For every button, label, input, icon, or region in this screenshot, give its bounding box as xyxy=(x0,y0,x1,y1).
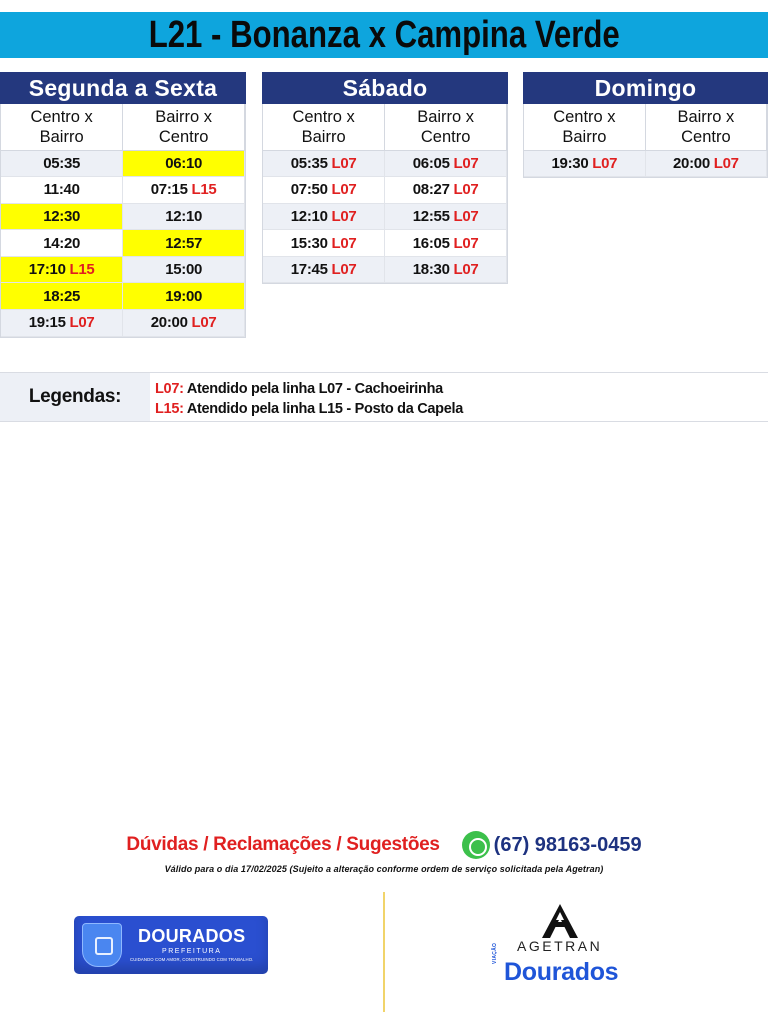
agetran-title: AGETRAN xyxy=(517,938,603,954)
column-header: Bairro x Centro xyxy=(645,104,766,150)
departure-time-cell xyxy=(1,256,123,283)
departure-time: 16:05 xyxy=(412,234,450,252)
line-tag: L07 xyxy=(713,154,739,172)
schedule-table xyxy=(263,104,507,283)
logo-title: DOURADOS xyxy=(138,926,246,947)
departure-time-cell xyxy=(263,203,385,230)
departure-time-cell xyxy=(1,230,123,257)
departure-time: 19:30 xyxy=(551,154,589,172)
legend-items xyxy=(150,373,463,421)
table-row xyxy=(1,203,245,230)
departure-time-cell xyxy=(123,150,245,177)
departure-time-cell xyxy=(263,177,385,204)
table-row xyxy=(1,256,245,283)
line-tag: L07 xyxy=(331,181,357,199)
table-row xyxy=(263,150,507,177)
departure-time: 19:00 xyxy=(165,287,203,305)
schedule-sunday xyxy=(523,72,768,178)
departure-time: 18:30 xyxy=(412,261,450,279)
departure-time: 17:45 xyxy=(290,261,328,279)
departure-time-cell xyxy=(123,283,245,310)
agetran-icon xyxy=(538,902,582,940)
line-tag: L07 xyxy=(331,207,357,225)
legend-code: L07: xyxy=(155,381,184,397)
table-row xyxy=(263,177,507,204)
line-tag: L07 xyxy=(191,314,217,332)
departure-time-cell xyxy=(263,256,385,283)
viacao-label: VIAÇÃO xyxy=(492,942,498,964)
departure-time-cell xyxy=(1,310,123,337)
line-tag: L07 xyxy=(331,261,357,279)
departure-time: 19:15 xyxy=(28,314,66,332)
departure-time-cell xyxy=(385,177,507,204)
dourados-brand: Dourados xyxy=(504,958,619,986)
departure-time-cell xyxy=(1,203,123,230)
departure-time-cell xyxy=(1,177,123,204)
line-tag: L07 xyxy=(453,234,479,252)
departure-time-cell xyxy=(263,230,385,257)
legend-label: Legendas: xyxy=(0,373,150,421)
legend-code: L15: xyxy=(155,401,184,417)
logo-subtitle: PREFEITURA xyxy=(162,948,222,956)
legend xyxy=(0,372,768,422)
legend-text: Atendido pela linha L15 - Posto da Capela xyxy=(186,401,463,417)
departure-time-cell xyxy=(123,310,245,337)
departure-time: 17:10 xyxy=(28,261,66,279)
departure-time: 05:35 xyxy=(43,154,81,172)
line-tag: L07 xyxy=(453,181,479,199)
column-header: Centro x Bairro xyxy=(1,104,123,150)
column-header: Centro x Bairro xyxy=(263,104,385,150)
departure-time: 20:00 xyxy=(150,314,188,332)
line-tag: L07 xyxy=(69,314,95,332)
departure-time: 20:00 xyxy=(673,154,710,172)
schedule-saturday xyxy=(262,72,508,284)
departure-time: 12:30 xyxy=(43,207,81,225)
departure-time-cell xyxy=(385,230,507,257)
schedule-day-header: Sábado xyxy=(262,72,508,104)
departure-time-cell xyxy=(385,150,507,177)
table-row xyxy=(1,150,245,177)
line-tag: L15 xyxy=(69,261,95,279)
departure-time: 07:15 xyxy=(150,181,188,199)
line-tag: L07 xyxy=(453,261,479,279)
line-tag: L07 xyxy=(592,154,618,172)
departure-time: 18:25 xyxy=(43,287,81,305)
departure-time: 06:05 xyxy=(412,154,450,172)
departure-time: 12:10 xyxy=(290,207,328,225)
line-tag: L15 xyxy=(191,181,217,199)
departure-time-cell xyxy=(1,150,123,177)
schedule-weekdays xyxy=(0,72,246,338)
departure-time: 15:30 xyxy=(290,234,328,252)
schedule-day-header: Domingo xyxy=(523,72,768,104)
departure-time: 14:20 xyxy=(43,234,81,252)
table-row xyxy=(1,230,245,257)
line-tag: L07 xyxy=(453,154,479,172)
line-tag: L07 xyxy=(331,154,357,172)
legend-item-l15 xyxy=(155,399,463,419)
line-tag: L07 xyxy=(331,234,357,252)
departure-time-cell xyxy=(1,283,123,310)
departure-time: 12:10 xyxy=(165,207,203,225)
departure-time: 15:00 xyxy=(165,261,203,279)
departure-time-cell xyxy=(524,150,645,177)
table-row xyxy=(263,230,507,257)
validity-note: Válido para o dia 17/02/2025 (Sujeito a alteração conforme ordem de serviço solicitada pela Agetran) xyxy=(164,864,604,874)
table-row xyxy=(263,256,507,283)
departure-time-cell xyxy=(123,177,245,204)
table-row xyxy=(1,310,245,337)
departure-time-cell xyxy=(123,203,245,230)
table-row xyxy=(1,283,245,310)
legend-text: Atendido pela linha L07 - Cachoeirinha xyxy=(186,381,443,397)
departure-time: 12:57 xyxy=(165,234,203,252)
whatsapp-icon xyxy=(462,831,490,859)
departure-time: 05:35 xyxy=(290,154,328,172)
contact-phone[interactable] xyxy=(462,831,642,859)
phone-number[interactable]: (67) 98163-0459 xyxy=(493,833,642,856)
departure-time-cell xyxy=(123,230,245,257)
legend-item-l07 xyxy=(155,379,463,399)
page-title: L21 - Bonanza x Campina Verde xyxy=(148,13,620,56)
logo-slogan: CUIDANDO COM AMOR, CONSTRUINDO COM TRABALHO. xyxy=(130,957,254,963)
column-header: Bairro x Centro xyxy=(123,104,245,150)
column-header: Bairro x Centro xyxy=(385,104,507,150)
divider xyxy=(383,892,385,1012)
departure-time-cell xyxy=(123,256,245,283)
crest-icon xyxy=(82,923,122,967)
prefeitura-logo xyxy=(74,916,268,974)
line-tag: L07 xyxy=(453,207,479,225)
departure-time: 06:10 xyxy=(165,154,203,172)
departure-time: 07:50 xyxy=(290,181,328,199)
departure-time-cell xyxy=(645,150,766,177)
departure-time-cell xyxy=(385,256,507,283)
contact-line xyxy=(0,831,768,859)
schedule-table xyxy=(524,104,767,177)
table-row xyxy=(1,177,245,204)
contact-label: Dúvidas / Reclamações / Sugestões xyxy=(126,834,440,855)
departure-time-cell xyxy=(385,203,507,230)
departure-time: 11:40 xyxy=(43,181,80,199)
title-bar xyxy=(0,12,768,58)
schedule-table xyxy=(1,104,245,337)
departure-time: 12:55 xyxy=(412,207,450,225)
table-row xyxy=(524,150,767,177)
table-row xyxy=(263,203,507,230)
departure-time-cell xyxy=(263,150,385,177)
column-header: Centro x Bairro xyxy=(524,104,645,150)
departure-time: 08:27 xyxy=(412,181,450,199)
schedule-day-header: Segunda a Sexta xyxy=(0,72,246,104)
